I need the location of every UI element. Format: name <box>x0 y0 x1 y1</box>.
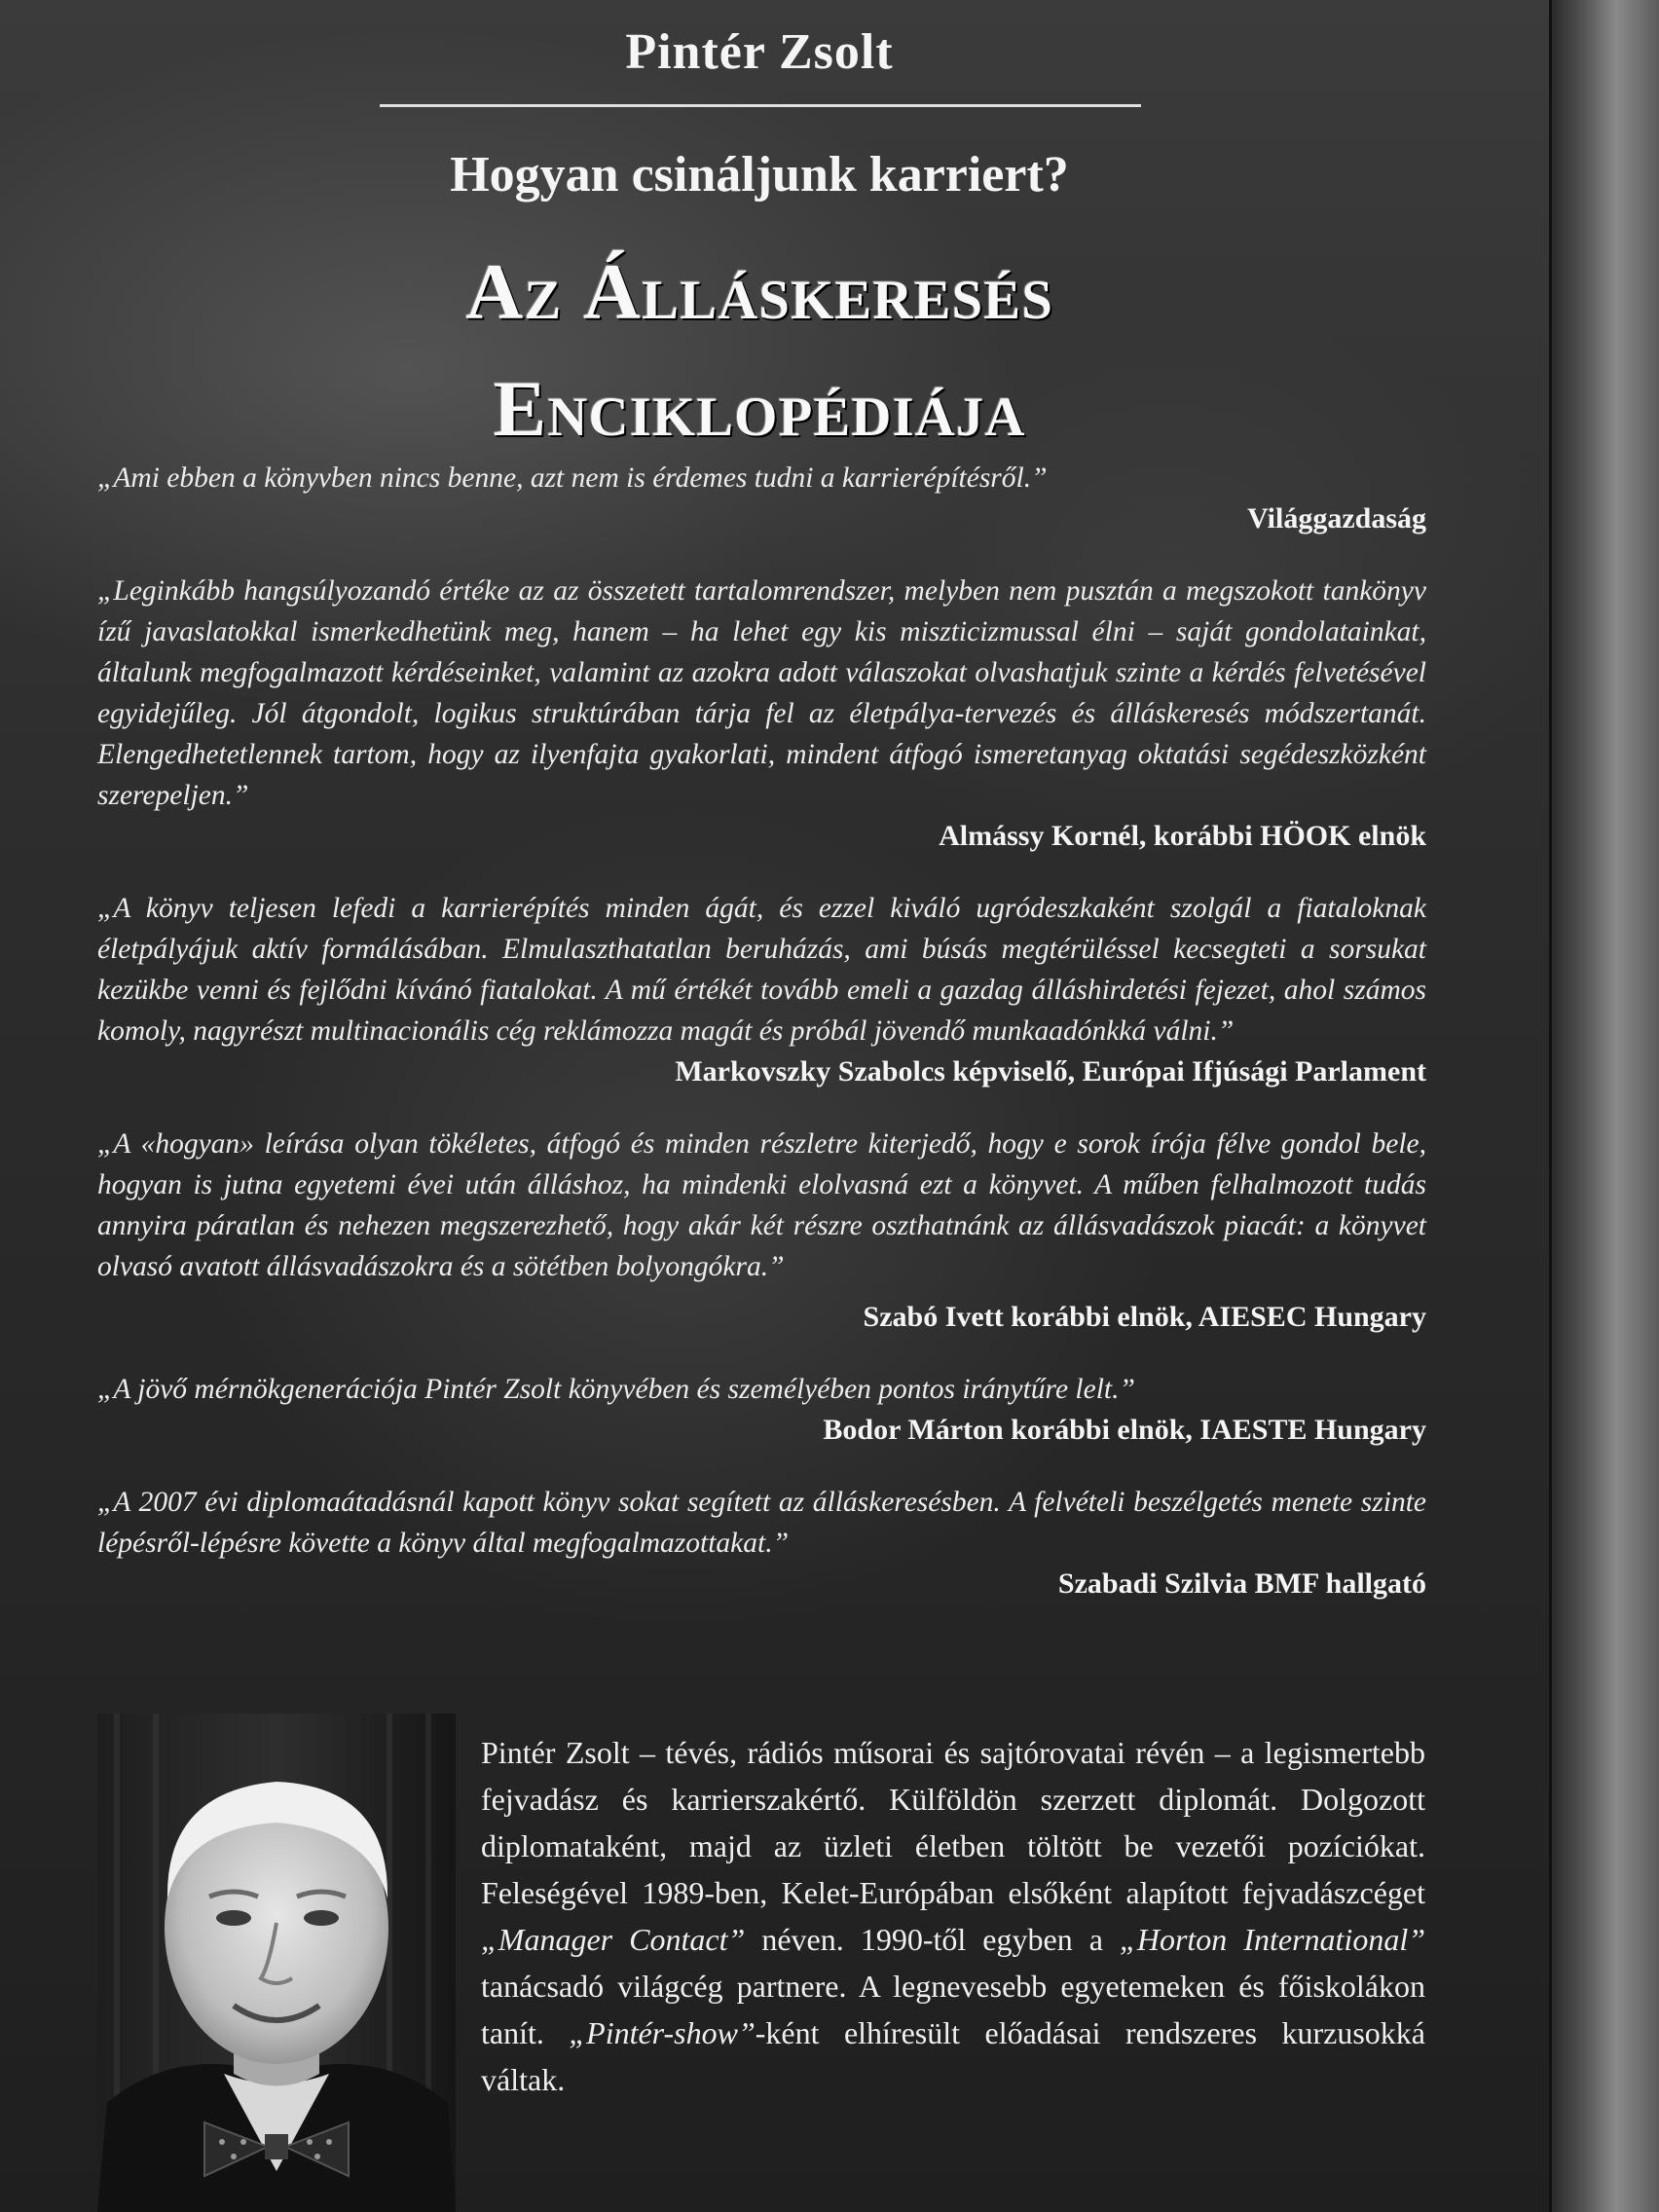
quote-block <box>97 1482 1426 1604</box>
quote-source: Világgazdaság <box>1247 502 1426 535</box>
bio-text-1: Pintér Zsolt – tévés, rádiós műsorai és sajtórovatai révén – a legismertebb fejvadász és karrierszakértő. Külföldön szerzett diplomát. Dolgozott diplomataként, majd az üzleti életben töltött be vezetői pozíciókat. Feleségével 1989-ben, Kelet-Európában elsőként alapított fejvadászcéget <box>481 1735 1425 1910</box>
book-title-line-2: Enciklopédiája <box>493 364 1026 453</box>
author-portrait-illustration <box>97 1714 456 2212</box>
bio-show-name: „Pintér-show” <box>569 2015 756 2050</box>
quote-source: Szabó Ivett korábbi elnök, AIESEC Hungary <box>863 1301 1426 1333</box>
book-subtitle: Hogyan csináljunk karriert? <box>450 147 1069 203</box>
bio-text-4: -ként elhíresült előadásai rendszeres kurzusokká váltak. <box>481 2015 1426 2097</box>
quote-text: „A könyv teljesen lefedi a karrierépítés minden ágát, és ezzel kiváló ugródeszkaként szolgál a fiataloknak életpályájuk aktív formálásában. Elmulaszthatatlan beruházás, ami búsás megtérüléssel kecsegteti a sorsukat kezükbe venni és fejlődni kívánó fiatalokat. A mű értékét tovább emeli a gazdag álláshirdetési fejezet, ahol számos komoly, nagyrészt multinacionális cég reklámozza magát és próbál jövendő munkaadónkká válni.” <box>97 893 1426 1047</box>
quote-source: Szabadi Szilvia BMF hallgató <box>1057 1567 1426 1600</box>
quote-source: Markovszky Szabolcs képviselő, Európai Ifjúsági Parlament <box>675 1055 1426 1088</box>
bio-text-3: tanácsadó világcég partnere. A legnevesebb egyetemeken és főiskolákon tanít. <box>481 1969 1425 2050</box>
author-name: Pintér Zsolt <box>625 24 894 80</box>
quote-text: „A «hogyan» leírása olyan tökéletes, átfogó és minden részletre kiterjedő, hogy e sorok írója félve gondol bele, hogyan is jutna egyetemi évei után álláshoz, ha mindenki elolvasná ezt a könyvet. A műben felhalmozott tudás annyira páratlan és nehezen megszerezhető, hogy akár két részre oszthatnánk az állásvadászok piacát: a könyvet olvasó avatott állásvadászokra és a sötétben bolyongókra.” <box>97 1128 1426 1282</box>
quote-source: Bodor Márton korábbi elnök, IAESTE Hungary <box>823 1414 1426 1446</box>
bio-company-2: „Horton International” <box>1120 1922 1426 1957</box>
book-spine-edge <box>1552 0 1659 2212</box>
quote-source: Almássy Kornél, korábbi HÖOK elnök <box>939 820 1426 852</box>
review-quotes <box>97 458 1426 1604</box>
quote-text: „Leginkább hangsúlyozandó értéke az az összetett tartalomrendszer, melyben nem pusztán a megszokott tankönyv ízű javaslatokkal ismerkedhetünk meg, hanem – ha lehet egy kis miszticizmussal élni – saját gondolatainkat, általunk megfogalmazott kérdéseinket, valamint az azokra adott válaszokat olvashatjuk szinte a kérdés felvetésével egyidejűleg. Jól átgondolt, logikus struktúrában tárja fel az életpálya-tervezés és álláskeresés módszertanát. Elengedhetetlennek tartom, hogy az ilyenfajta gyakorlati, mindent átfogó ismeretanyag oktatási segédeszközként szerepeljen.” <box>97 575 1426 811</box>
bio-text-2: néven. 1990-től egyben a <box>745 1922 1121 1957</box>
quote-block <box>97 888 1426 1092</box>
author-portrait <box>97 1714 456 2212</box>
quote-text: „A 2007 évi diplomaátadásnál kapott könyv sokat segített az álláskeresésben. A felvételi beszélgetés menete szinte lépésről-lépésre követte a könyv által megfogalmazottakat.” <box>97 1487 1426 1559</box>
quote-block <box>97 1369 1426 1451</box>
quote-block <box>97 1124 1426 1338</box>
quote-text: „Ami ebben a könyvben nincs benne, azt nem is érdemes tudni a karrierépítésről.” <box>97 462 1048 494</box>
quote-block <box>97 571 1426 857</box>
cover-edge-line <box>1549 0 1552 2212</box>
quote-text: „A jövő mérnökgenerációja Pintér Zsolt könyvében és személyében pontos iránytűre lelt.” <box>97 1374 1135 1405</box>
quote-block <box>97 458 1426 539</box>
book-title-line-1: Az Álláskeresés <box>465 247 1053 336</box>
book-title <box>292 234 1227 467</box>
author-biography <box>481 1729 1425 2103</box>
bio-company-1: „Manager Contact” <box>481 1922 746 1957</box>
header-divider <box>380 104 1141 107</box>
